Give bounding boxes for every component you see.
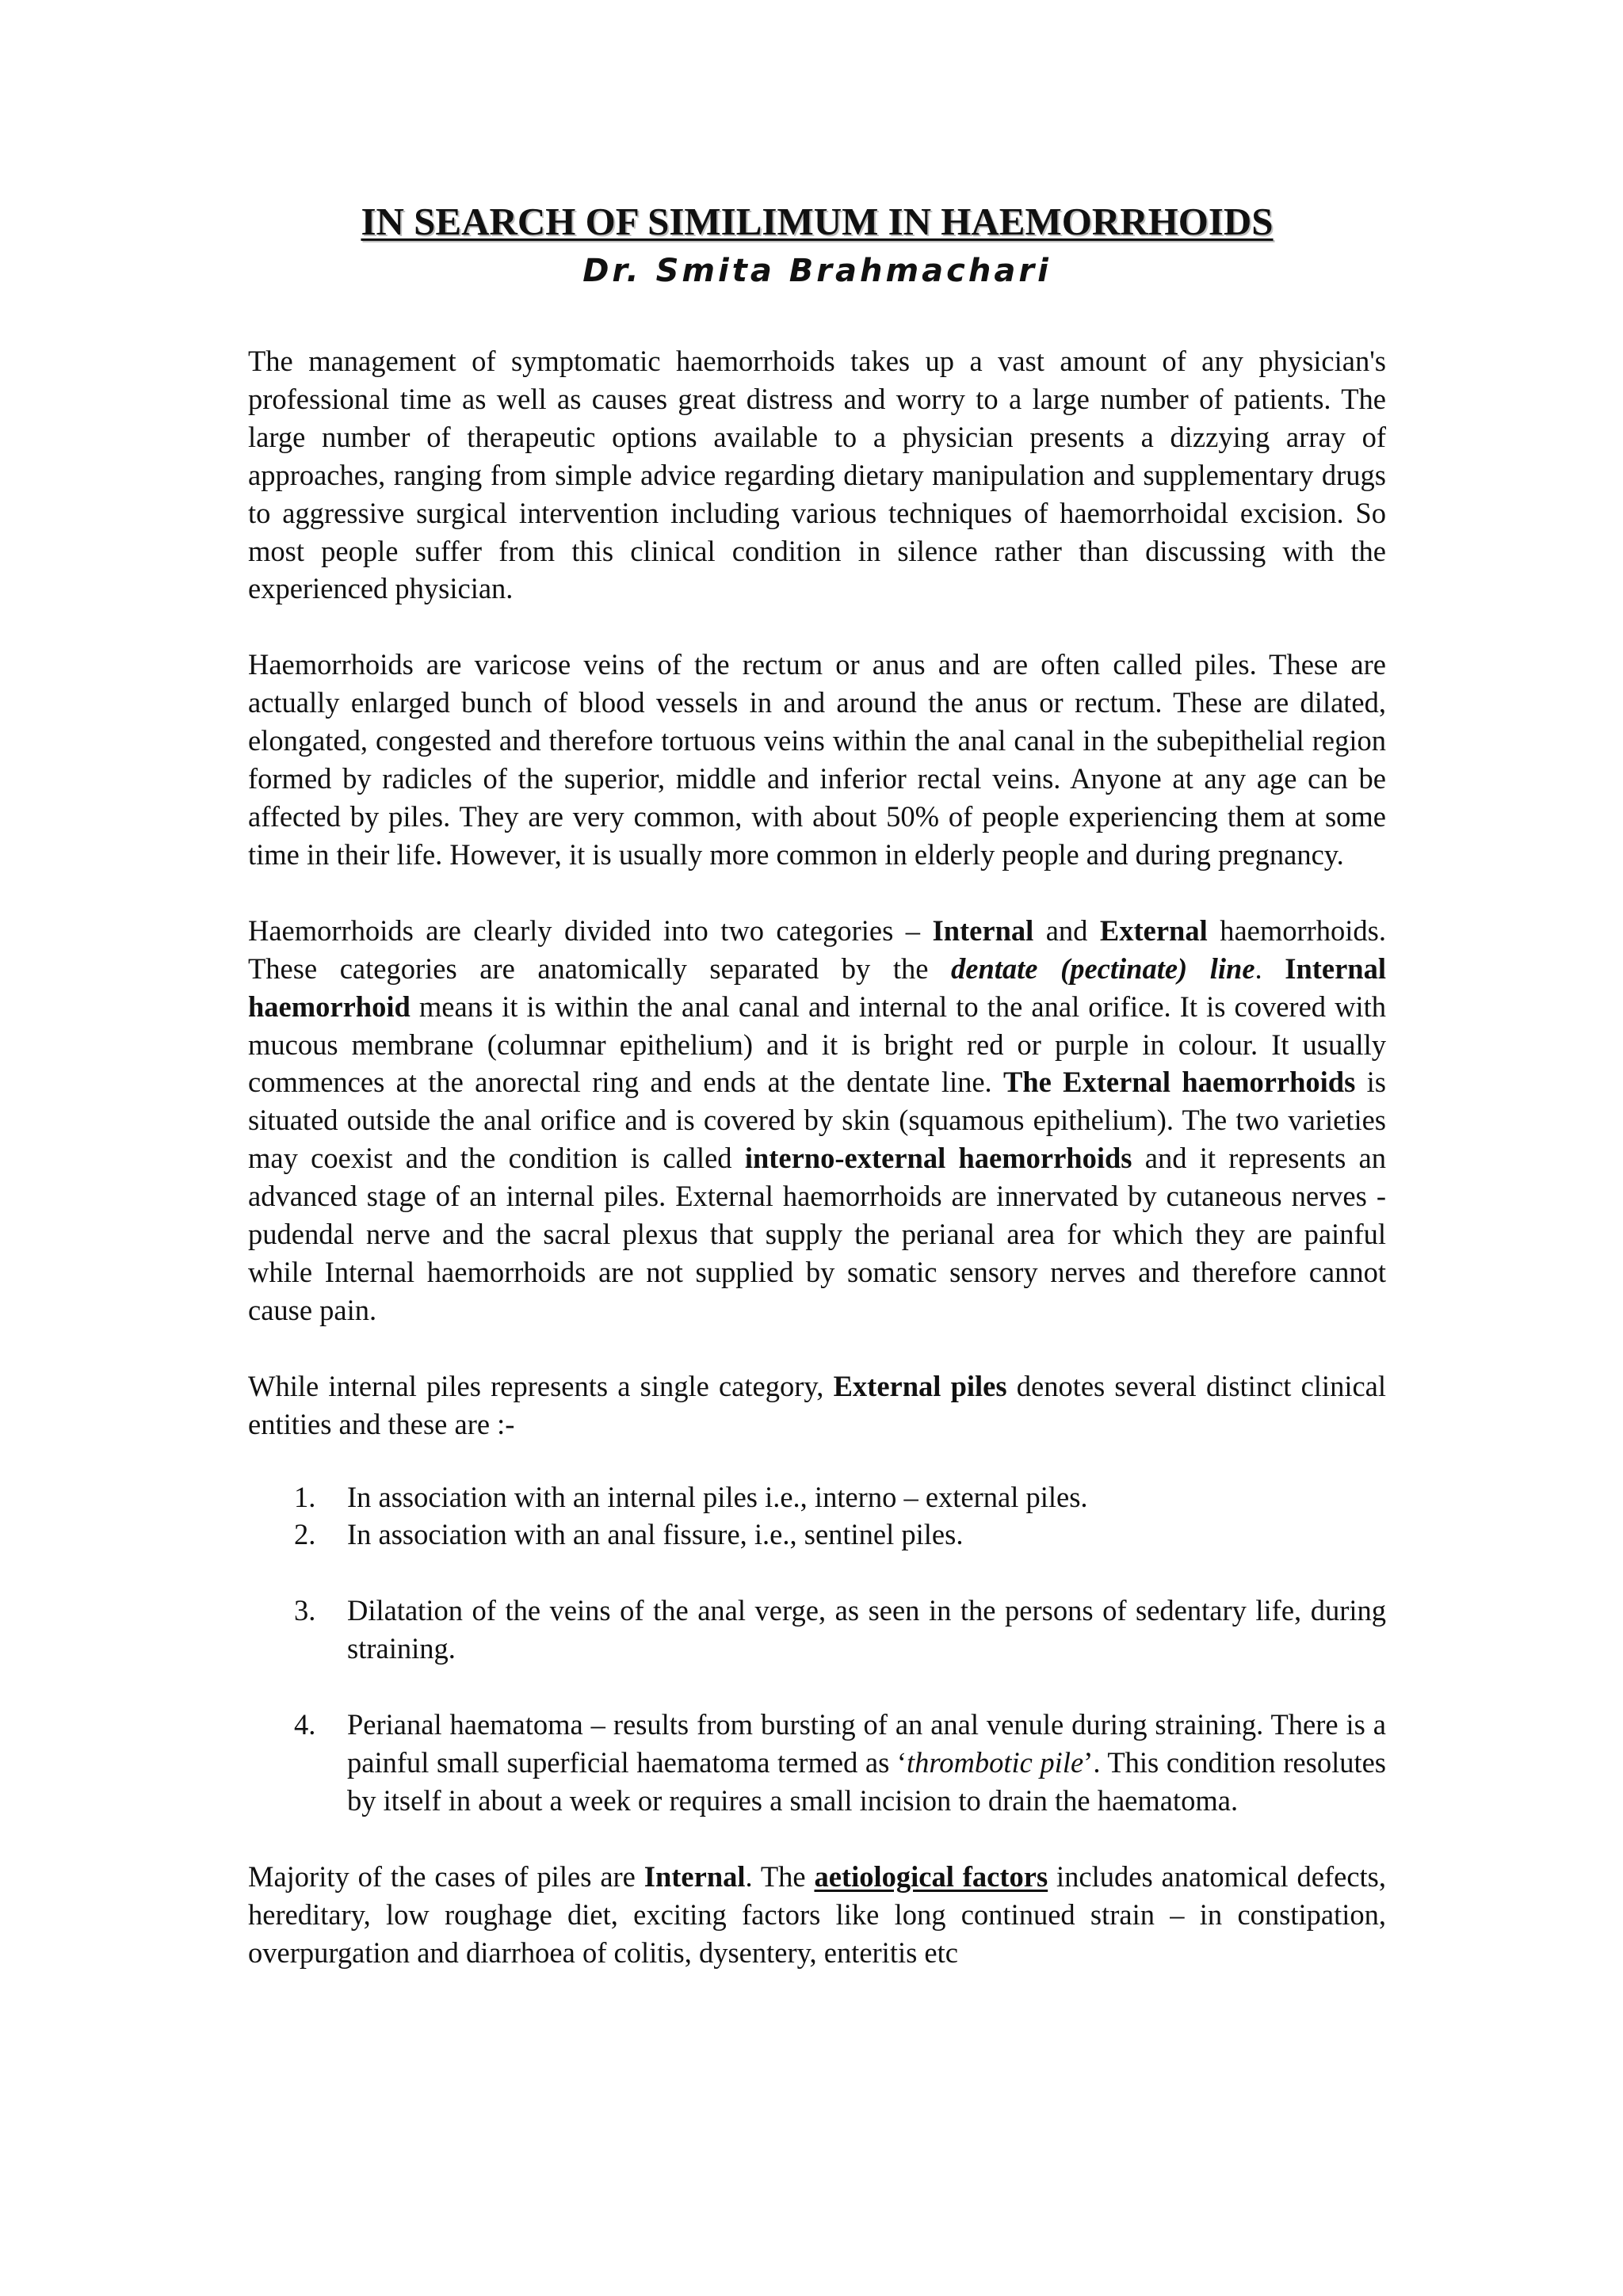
- bold-term-external: External: [1099, 913, 1208, 947]
- list-item: [248, 1706, 1386, 1820]
- text-run: and it represents an advanced stage of an internal piles. External haemorrhoids are innervated by cutaneous nerves - pudendal nerve and the sacral plexus that supply the perianal area for which they are painful while Internal haemorrhoids are not supplied by somatic sensory nerves and therefore cannot cause pain.: [248, 1142, 1386, 1326]
- list-item-text: In association with an internal piles i.e., interno – external piles.: [347, 1480, 1088, 1513]
- list-number: 3.: [294, 1594, 316, 1627]
- external-piles-list: [248, 1478, 1386, 1820]
- document-title: IN SEARCH OF SIMILIMUM IN HAEMORRHOIDS: [361, 200, 1274, 243]
- bold-term-internal-haemorrhoid: Internal haemorrhoid: [248, 952, 1386, 1023]
- list-item: [248, 1516, 1386, 1554]
- text-run: means it is within the anal canal and internal to the anal orifice. It is covered with mucous membrane (columnar epithelium) and it is bright red or purple in colour. It usually commences at the anorectal ring and ends at the dentate line.: [248, 990, 1386, 1099]
- bold-term-internal: Internal: [932, 913, 1034, 947]
- text-run: includes anatomical defects, hereditary, low roughage diet, exciting factors like long continued strain – in constipation, overpurgation and diarrhoea of colitis, dysentery, enteritis etc: [248, 1859, 1387, 1969]
- list-number: 4.: [294, 1708, 316, 1741]
- list-number: 2.: [294, 1518, 316, 1551]
- list-item: [248, 1478, 1386, 1516]
- list-number: 1.: [294, 1480, 316, 1513]
- bold-term-external-piles: External piles: [833, 1369, 1007, 1402]
- text-run: and: [1033, 913, 1100, 947]
- bold-italic-term-dentate-line: dentate (pectinate) line: [951, 952, 1255, 985]
- text-run: is situated outside the anal orifice and is covered by skin (squamous epithelium). The two varieties may coexist and the condition is called: [248, 1066, 1386, 1175]
- paragraph-aetiology: [248, 1858, 1386, 1972]
- list-item-text: In association with an anal fissure, i.e., sentinel piles.: [347, 1518, 964, 1551]
- paragraph-categories: [248, 912, 1386, 1329]
- author-name: Dr. Smita Brahmachari: [582, 253, 1052, 289]
- paragraph-external-piles: [248, 1367, 1386, 1444]
- list-item: [248, 1592, 1386, 1668]
- text-run: . The: [745, 1859, 815, 1893]
- list-item-text: Dilatation of the veins of the anal verge, as seen in the persons of sedentary life, during straining.: [347, 1594, 1386, 1665]
- italic-term-thrombotic-pile: thrombotic pile: [907, 1746, 1084, 1779]
- paragraph-definition: Haemorrhoids are varicose veins of the rectum or anus and are often called piles. These are actually enlarged bunch of blood vessels in and around the anus or rectum. These are dilated, elongated, congested and therefore tortuous veins within the anal canal in the subepithelial region formed by radicles of the superior, middle and inferior rectal veins. Anyone at any age can be affected by piles. They are very common, with about 50% of people experiencing them at some time in their life. However, it is usually more common in elderly people and during pregnancy.: [248, 648, 1386, 871]
- list-item-text: ’. This condition resolutes by itself in about a week or requires a small incision to drain the haematoma.: [347, 1746, 1386, 1817]
- bold-term-external-haemorrhoids: The External haemorrhoids: [1003, 1066, 1356, 1099]
- text-run: denotes several distinct clinical entities and these are :-: [248, 1369, 1387, 1440]
- paragraph-intro: The management of symptomatic haemorrhoids takes up a vast amount of any physician's professional time as well as causes great distress and worry to a large number of patients. The large number of therapeutic options available to a physician presents a dizzying array of approaches, ranging from simple advice regarding dietary manipulation and supplementary drugs to aggressive surgical intervention including various techniques of haemorrhoidal excision. So most people suffer from this clinical condition in silence rather than discussing with the experienced physician.: [248, 345, 1386, 605]
- list-item-text: Perianal haematoma – results from bursting of an anal venule during straining. There is a painful small superficial haematoma termed as ‘: [347, 1708, 1386, 1779]
- text-run: Haemorrhoids are clearly divided into two categories –: [248, 913, 933, 947]
- bold-term-interno-external: interno-external haemorrhoids: [744, 1142, 1132, 1175]
- text-run: Majority of the cases of piles are: [248, 1859, 644, 1893]
- text-run: haemorrhoids. These categories are anatomically separated by the: [248, 913, 1387, 985]
- text-run: While internal piles represents a single category,: [248, 1369, 834, 1402]
- bold-term-internal: Internal: [643, 1859, 746, 1893]
- text-run: .: [1254, 952, 1285, 985]
- bold-underlined-term-aetiological-factors: aetiological factors: [814, 1859, 1048, 1893]
- document-body: [248, 198, 1386, 1972]
